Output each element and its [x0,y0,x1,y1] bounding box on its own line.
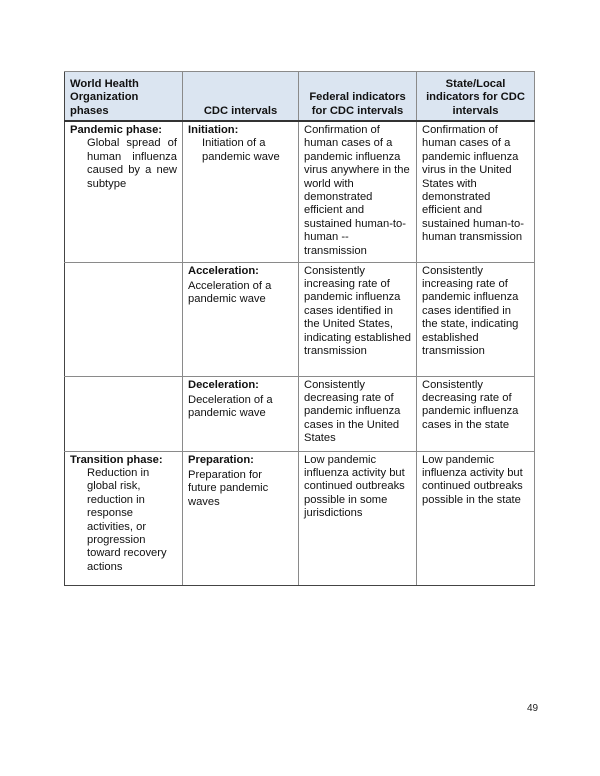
cdc-interval-label: Preparation: [188,453,254,466]
who-phase-label: Pandemic phase: [70,124,163,136]
cdc-interval-cell [183,262,299,376]
table-header-row [65,72,535,122]
who-phase-cell [65,376,183,451]
cdc-interval-description: Acceleration of a pandemic wave [188,279,272,306]
cdc-interval-cell [183,121,299,262]
table-row [65,262,535,376]
who-phase-label: Transition phase: [70,453,163,466]
cdc-interval-description: Deceleration of a pandemic wave [188,393,273,420]
cdc-interval-cell [183,376,299,451]
who-phase-cell [65,121,183,262]
header-federal-indicators: Federal indicators for CDC intervals [299,72,417,122]
state-indicator-cell: Consistently decreasing rate of pandemic influenza cases in the state [417,376,535,451]
header-cdc-intervals: CDC intervals [183,72,299,122]
federal-indicator-cell: Low pandemic influenza activity but continued outbreaks possible in some jurisdictions [299,451,417,585]
state-indicator-cell: Low pandemic influenza activity but continued outbreaks possible in the state [417,451,535,585]
cdc-interval-description: Preparation for future pandemic waves [188,468,269,508]
table-row [65,376,535,451]
who-phase-cell [65,262,183,376]
state-indicator-cell: Confirmation of human cases of a pandemic influenza virus in the United States with demonstrated efficient and sustained human-to-human transmission [417,121,535,262]
cdc-interval-label: Deceleration: [188,378,259,391]
who-phase-cell [65,451,183,585]
federal-indicator-cell: Consistently decreasing rate of pandemic influenza cases in the United States [299,376,417,451]
cdc-interval-label: Initiation: [188,124,239,136]
pandemic-intervals-table [64,71,535,586]
cdc-interval-label: Acceleration: [188,264,259,277]
header-who-phases: World Health Organization phases [65,72,183,122]
who-phase-description: Global spread of human influenza caused by a new subtype [87,137,177,190]
cdc-interval-cell [183,451,299,585]
header-state-local-indicators: State/Local indicators for CDC intervals [417,72,535,122]
who-phase-description: Reduction in global risk, reduction in response activities, or progression toward recovery actions [87,466,167,573]
federal-indicator-cell: Confirmation of human cases of a pandemic influenza virus anywhere in the world with demonstrated efficient and sustained human-to-human -- transmission [299,121,417,262]
page-number: 49 [527,703,539,714]
cdc-interval-description: Initiation of a pandemic wave [202,137,280,163]
table-row [65,451,535,585]
table-row [65,121,535,262]
state-indicator-cell: Consistently increasing rate of pandemic influenza cases identified in the state, indicating established transmission [417,262,535,376]
federal-indicator-cell: Consistently increasing rate of pandemic influenza cases identified in the United States, indicating established transmission [299,262,417,376]
